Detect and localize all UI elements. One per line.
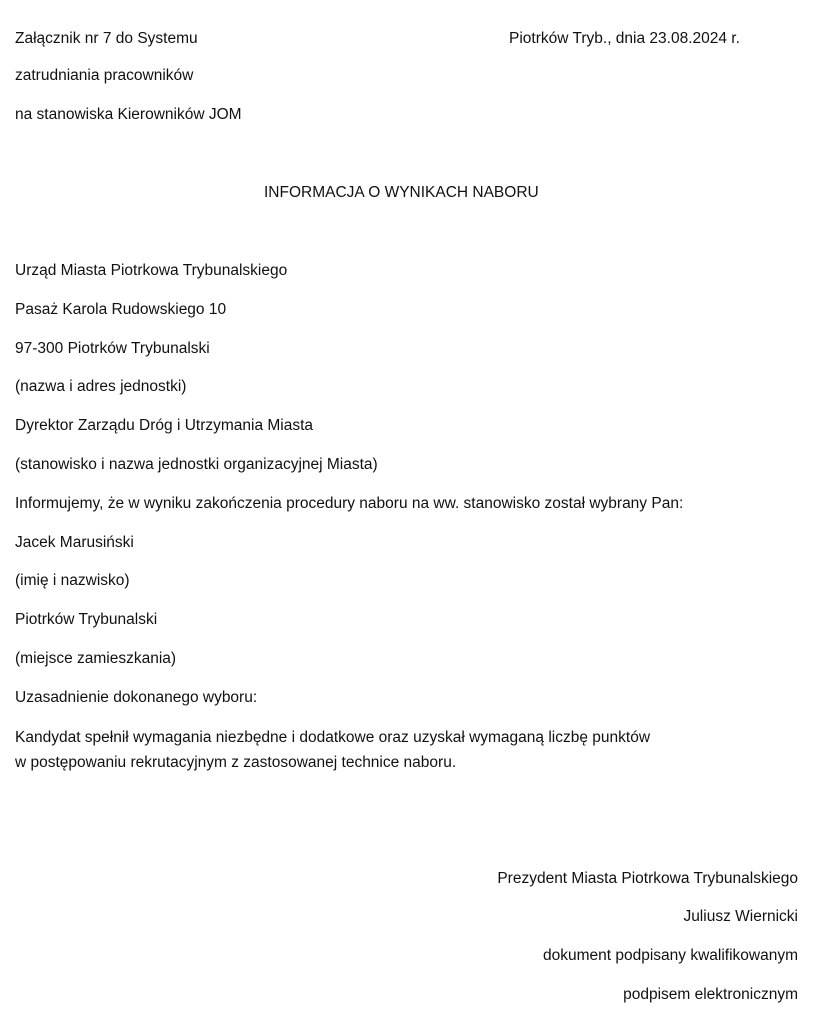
signature-title: Prezydent Miasta Piotrkowa Trybunalskiego xyxy=(497,870,798,887)
justification-line-1: Kandydat spełnił wymagania niezbędne i dodatkowe oraz uzyskał wymaganą liczbę punktów xyxy=(15,729,651,746)
unit-street: Pasaż Karola Rudowskiego 10 xyxy=(15,301,227,318)
signature-note-line-2: podpisem elektronicznym xyxy=(623,986,798,1003)
place-date: Piotrków Tryb., dnia 23.08.2024 r. xyxy=(509,30,740,47)
signature-name: Juliusz Wiernicki xyxy=(683,908,798,925)
candidate-residence: Piotrków Trybunalski xyxy=(15,611,158,628)
signature-note-line-1: dokument podpisany kwalifikowanym xyxy=(542,947,798,964)
candidate-name: Jacek Marusiński xyxy=(15,534,134,551)
position-value: Dyrektor Zarządu Dróg i Utrzymania Miasta xyxy=(15,417,314,434)
attachment-line-3: na stanowiska Kierowników JOM xyxy=(15,106,242,123)
unit-city: 97-300 Piotrków Trybunalski xyxy=(15,340,210,357)
candidate-name-caption: (imię i nazwisko) xyxy=(15,572,130,589)
unit-caption: (nazwa i adres jednostki) xyxy=(15,378,187,395)
attachment-line-2: zatrudniania pracowników xyxy=(15,67,194,84)
attachment-line-1: Załącznik nr 7 do Systemu xyxy=(15,30,198,47)
justification-line-2: w postępowaniu rekrutacyjnym z zastosowanej technice naboru. xyxy=(15,754,457,771)
candidate-residence-caption: (miejsce zamieszkania) xyxy=(15,650,177,667)
statement: Informujemy, że w wyniku zakończenia procedury naboru na ww. stanowisko został wybrany Pan: xyxy=(15,495,684,512)
unit-name: Urząd Miasta Piotrkowa Trybunalskiego xyxy=(15,262,288,279)
document-title: INFORMACJA O WYNIKACH NABORU xyxy=(264,184,539,201)
position-caption: (stanowisko i nazwa jednostki organizacyjnej Miasta) xyxy=(15,456,378,473)
justification-heading: Uzasadnienie dokonanego wyboru: xyxy=(15,689,258,706)
